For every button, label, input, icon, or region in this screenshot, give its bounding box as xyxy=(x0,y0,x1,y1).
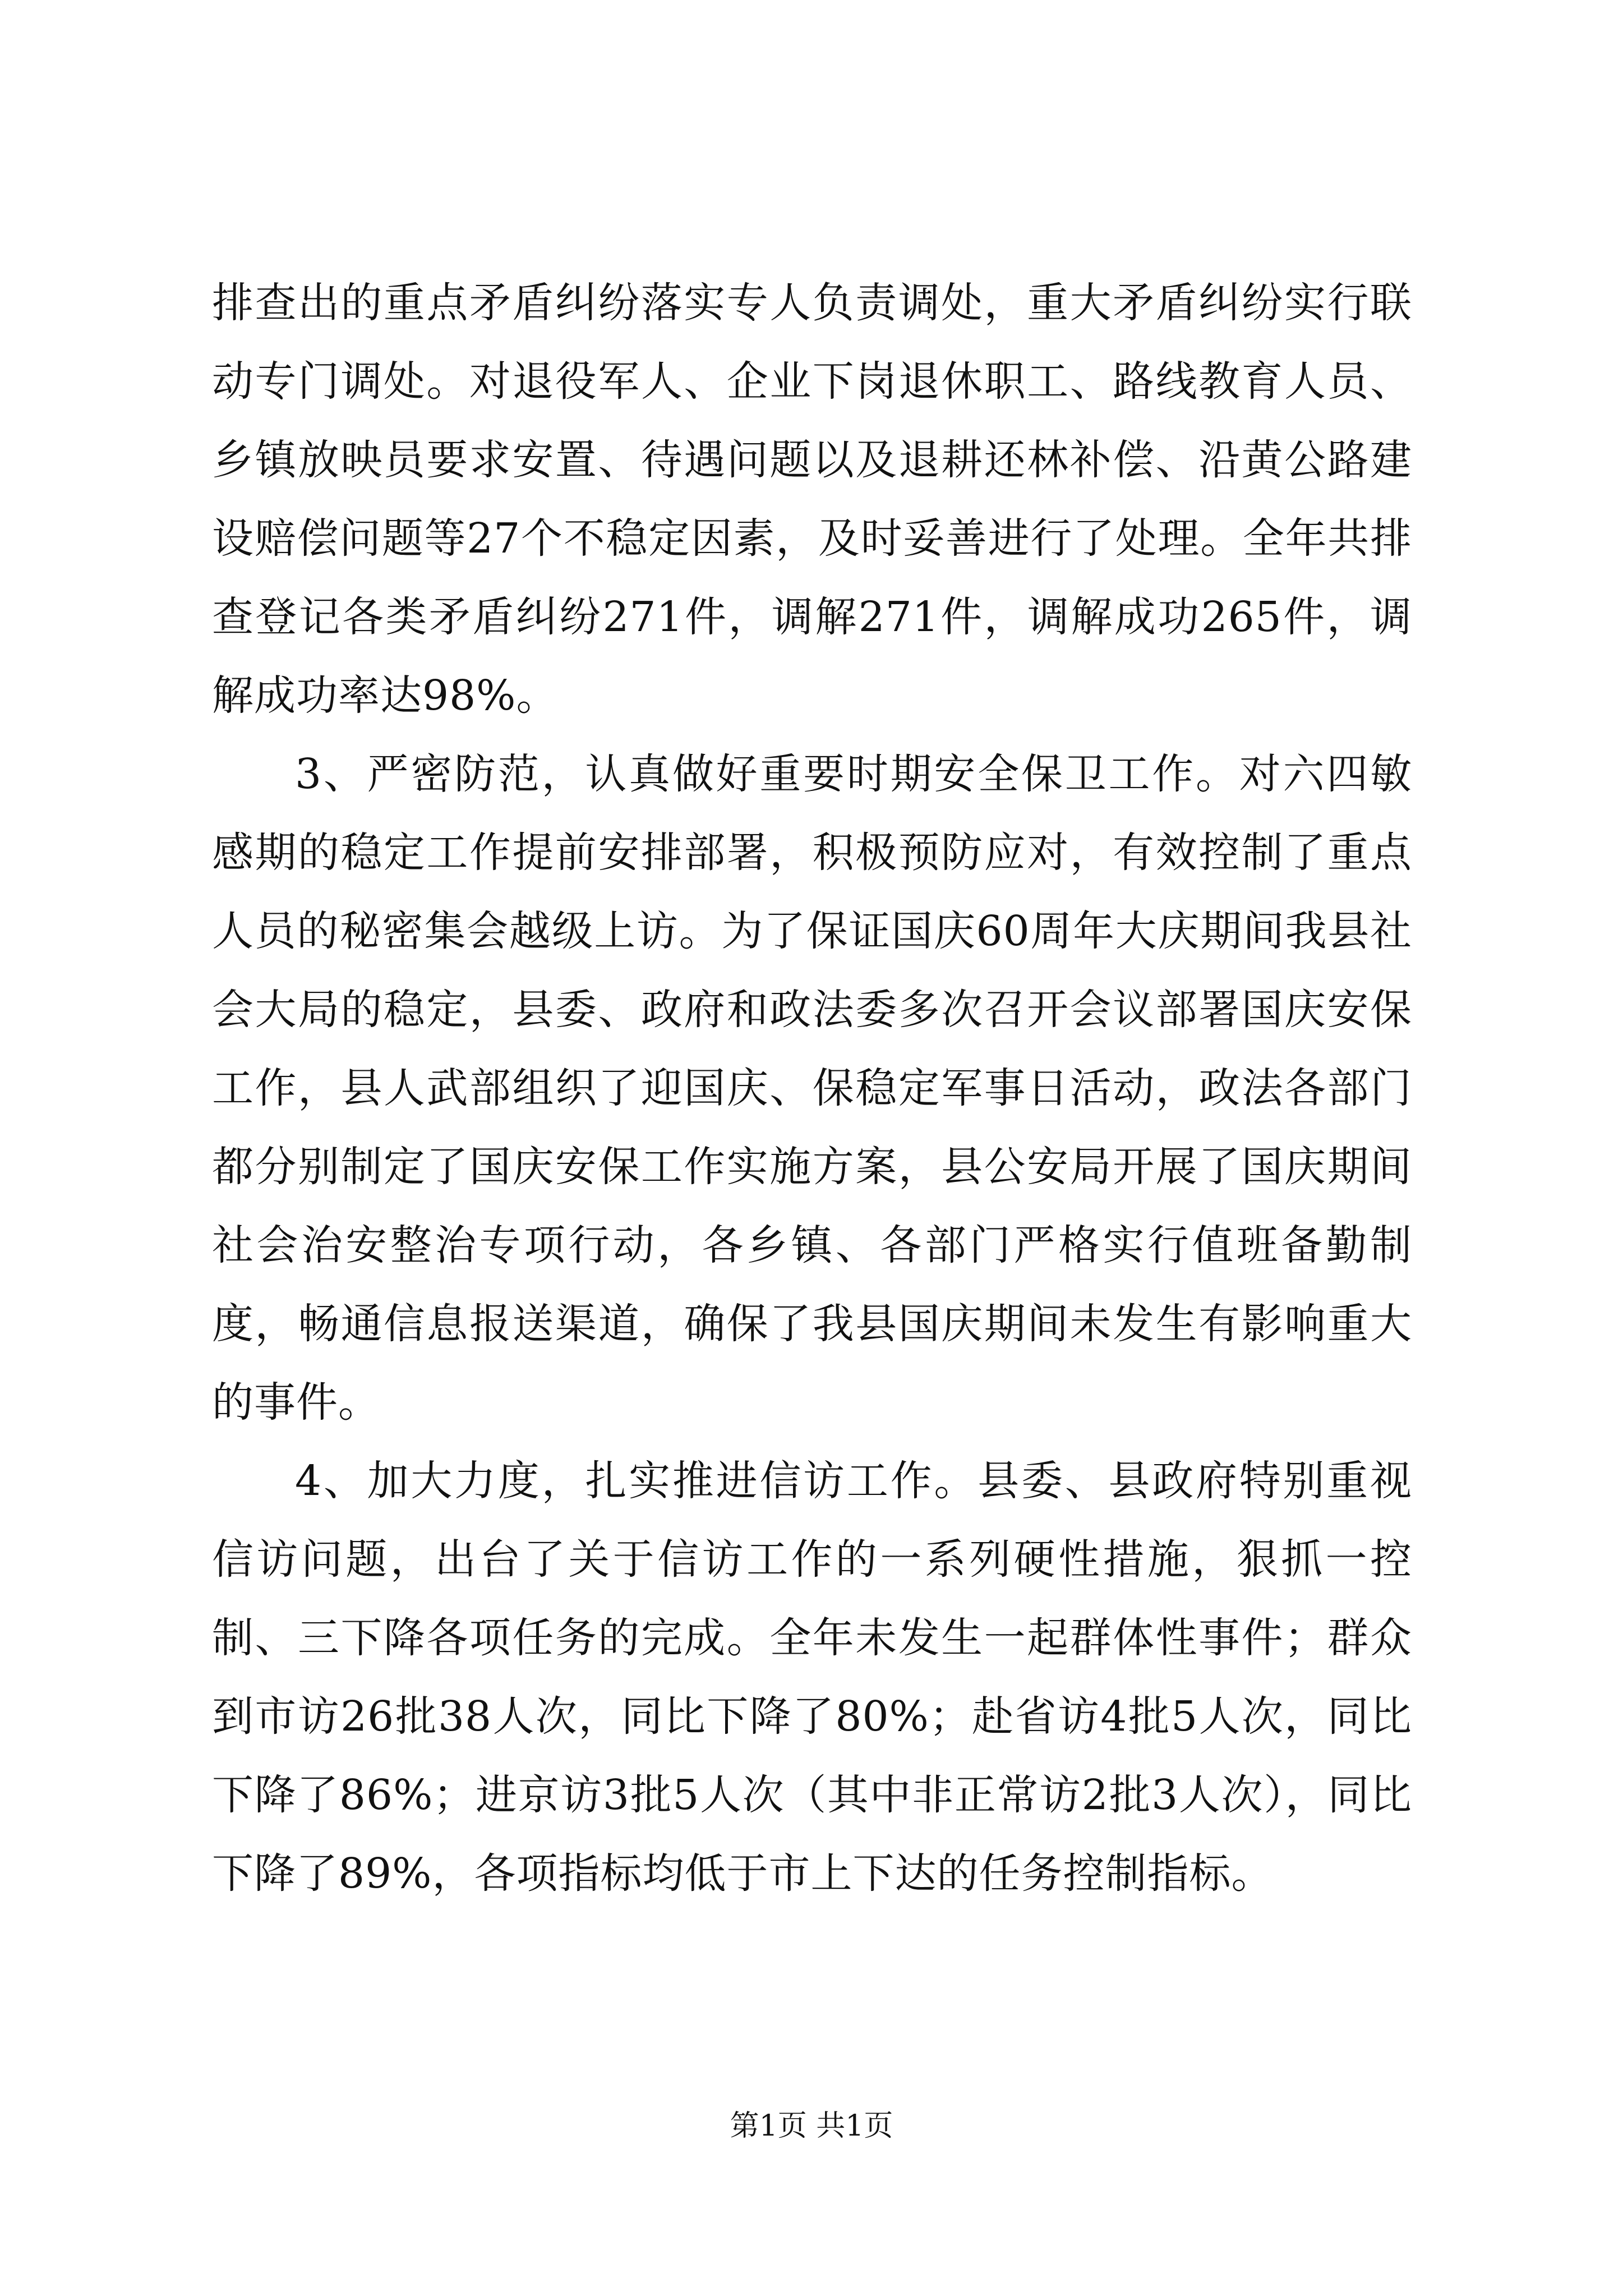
paragraph-1: 排查出的重点矛盾纠纷落实专人负责调处，重大矛盾纠纷实行联动专门调处。对退役军人、企业下岗退休职工、路线教育人员、乡镇放映员要求安置、待遇问题以及退耕还林补偿、沿黄公路建设赔偿问题等27个不稳定因素，及时妥善进行了处理。全年共排查登记各类矛盾纠纷271件，调解271件，调解成功265件，调解成功率达98%。 xyxy=(212,279,1412,720)
page-footer: 第1页 共1页 xyxy=(730,2109,893,2143)
paragraph-3: 4、加大力度，扎实推进信访工作。县委、县政府特别重视信访问题，出台了关于信访工作的一系列硬性措施，狠抓一控制、三下降各项任务的完成。全年未发生一起群体性事件；群众到市访26批38人次，同比下降了80%；赴省访4批5人次，同比下降了86%；进京访3批5人次（其中非正常访2批3人次），同比下降了89%，各项指标均低于市上下达的任务控制指标。 xyxy=(212,1457,1412,1898)
paragraph-2: 3、严密防范，认真做好重要时期安全保卫工作。对六四敏感期的稳定工作提前安排部署，积极预防应对，有效控制了重点人员的秘密集会越级上访。为了保证国庆60周年大庆期间我县社会大局的稳定，县委、政府和政法委多次召开会议部署国庆安保工作，县人武部组织了迎国庆、保稳定军事日活动，政法各部门都分别制定了国庆安保工作实施方案，县公安局开展了国庆期间社会治安整治专项行动，各乡镇、各部门严格实行值班备勤制度，畅通信息报送渠道，确保了我县国庆期间未发生有影响重大的事件。 xyxy=(212,750,1412,1427)
document-body xyxy=(212,264,1412,1913)
